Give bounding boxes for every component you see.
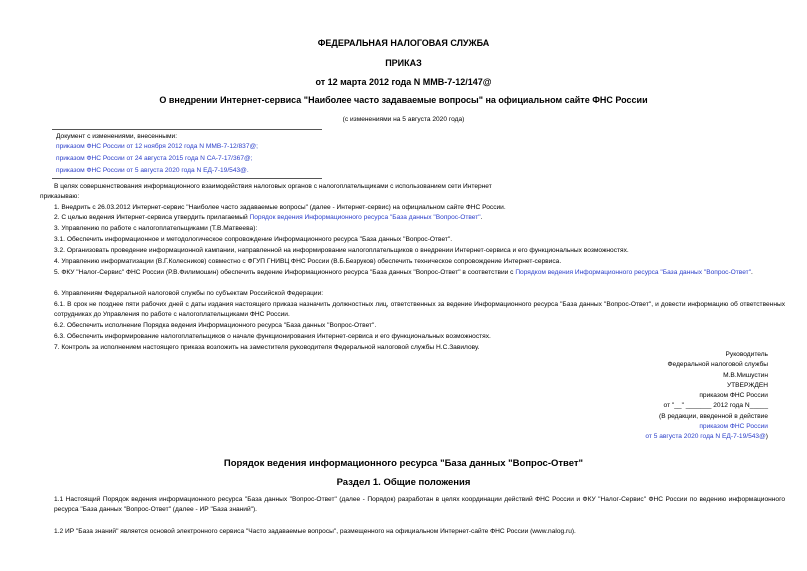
signature-org: Федеральной налоговой службы: [667, 361, 768, 369]
item-5-text: 5. ФКУ "Налог-Сервис" ФНС России (Р.В.Филимошин) обеспечить ведение Информационного ресурса "База данных "Вопрос-Ответ" в соответствии с: [54, 269, 514, 276]
item-2-text: 2. С целью ведения Интернет-сервиса утвердить прилагаемый: [54, 214, 248, 221]
signature-block: [645, 350, 768, 443]
change-link-2[interactable]: приказом ФНС России от 24 августа 2015 года N СА-7-17/367@;: [56, 155, 253, 162]
item-5: [40, 268, 785, 278]
item-4: 4. Управлению информатизации (В.Г.Колесников) совместно с ФГУП ГНИВЦ ФНС России (В.Б.Безруков) обеспечить техническое сопровождение Интернет-сервиса.: [54, 258, 562, 265]
item-7: 7. Контроль за исполнением настоящего приказа возложить на заместителя руководителя Федеральной налоговой службы Н.С.Завилову.: [54, 344, 480, 351]
item-6-3: 6.3. Обеспечить информирование налогоплательщиков о начале функционирования Интернет-сервиса и его функциональных возможностях.: [54, 333, 491, 340]
section-1-heading: Раздел 1. Общие положения: [336, 477, 471, 488]
item-2: [40, 213, 785, 223]
revision-note: (с изменениями на 5 августа 2020 года): [342, 116, 465, 123]
item-2-end: .: [480, 214, 483, 221]
signature-name: М.В.Мишустин: [723, 371, 768, 379]
signature-role: Руководитель: [725, 351, 768, 358]
edition-close: ): [765, 433, 768, 441]
item-6: 6. Управлениям Федеральной налоговой службы по субъектам Российской Федерации:: [54, 290, 324, 297]
item-3-2: 3.2. Организовать проведение информационной кампании, направленной на информирование налогоплательщиков о внедрении Интернет-сервиса и его функциональных возможностях.: [54, 247, 629, 254]
page-title: О внедрении Интернет-сервиса "Наиболее часто задаваемые вопросы" на официальном сайте ФНС России: [159, 95, 648, 105]
doc-type: ПРИКАЗ: [385, 58, 422, 68]
appendix-p1-1: 1.1 Настоящий Порядок ведения информационного ресурса "База данных "Вопрос-Ответ" (далее - Порядок) разработан в целях координации действий ФНС России и ФКУ "Налог-Сервис" ФНС России по ведению информационного ресурса "База данных "Вопрос-Ответ" (далее - ИР "База знаний").: [54, 496, 785, 514]
change-link-3[interactable]: приказом ФНС России от 5 августа 2020 года N ЕД-7-19/543@.: [56, 167, 249, 174]
doc-date-number: от 12 марта 2012 года N ММВ-7-12/147@: [315, 77, 492, 87]
edition-link-order[interactable]: приказом ФНС России: [699, 423, 768, 431]
approved-date-blank: от "__" _______ 2012 года N_____: [663, 402, 768, 410]
divider-bottom: [52, 178, 322, 179]
item-3-1: 3.1. Обеспечить информационное и методологическое сопровождение Информационного ресурса "База данных "Вопрос-Ответ".: [54, 236, 453, 243]
item-3: 3. Управлению по работе с налогоплательщиками (Т.В.Матвеева):: [54, 225, 258, 232]
item-5-end: .: [751, 269, 753, 276]
appendix-p1-2: 1.2 ИР "База знаний" является основой электронного сервиса "Часто задаваемые вопросы", размещенного на официальном Интернет-сайте ФНС России (www.nalog.ru).: [54, 528, 576, 535]
order-word: приказываю:: [40, 193, 80, 200]
approved-label: УТВЕРЖДЕН: [726, 381, 768, 389]
approved-by-order: приказом ФНС России: [699, 392, 768, 400]
item-1: 1. Внедрить с 26.03.2012 Интернет-сервис "Наиболее часто задаваемые вопросы" (далее - Интернет-сервис) на официальном сайте ФНС России.: [54, 204, 506, 211]
item-6-2: 6.2. Обеспечить исполнение Порядка ведения Информационного ресурса "База данных "Вопрос-Ответ".: [54, 322, 377, 329]
procedure-link-2[interactable]: Порядком ведения Информационного ресурса "База данных "Вопрос-Ответ": [515, 269, 752, 276]
divider-top: [52, 129, 322, 130]
change-link-1[interactable]: приказом ФНС России от 12 ноября 2012 года N ММВ-7-12/837@;: [56, 143, 259, 150]
edition-note: (В редакции, введенной в действие: [659, 412, 768, 420]
procedure-link[interactable]: Порядок ведения Информационного ресурса "База данных "Вопрос-Ответ": [249, 214, 481, 221]
edition-link-date[interactable]: от 5 августа 2020 года N ЕД-7-19/543@: [645, 433, 766, 441]
preamble: В целях совершенствования информационного взаимодействия налоговых органов с налогоплательщиками с использованием сети Интернет: [54, 183, 492, 190]
changes-intro: Документ с изменениями, внесенными:: [56, 133, 178, 140]
agency-title: ФЕДЕРАЛЬНАЯ НАЛОГОВАЯ СЛУЖБА: [317, 38, 490, 48]
appendix-title: Порядок ведения информационного ресурса "База данных "Вопрос-Ответ": [223, 458, 584, 469]
item-6-1: 6.1. В срок не позднее пяти рабочих дней с даты издания настоящего приказа назначить должностных лиц, ответственных за ведение Информационного ресурса "База данных "Вопрос-Ответ", и довести информацию об ответственных сотрудниках до Управления по работе с налогоплательщиками ФНС России.: [54, 301, 785, 319]
